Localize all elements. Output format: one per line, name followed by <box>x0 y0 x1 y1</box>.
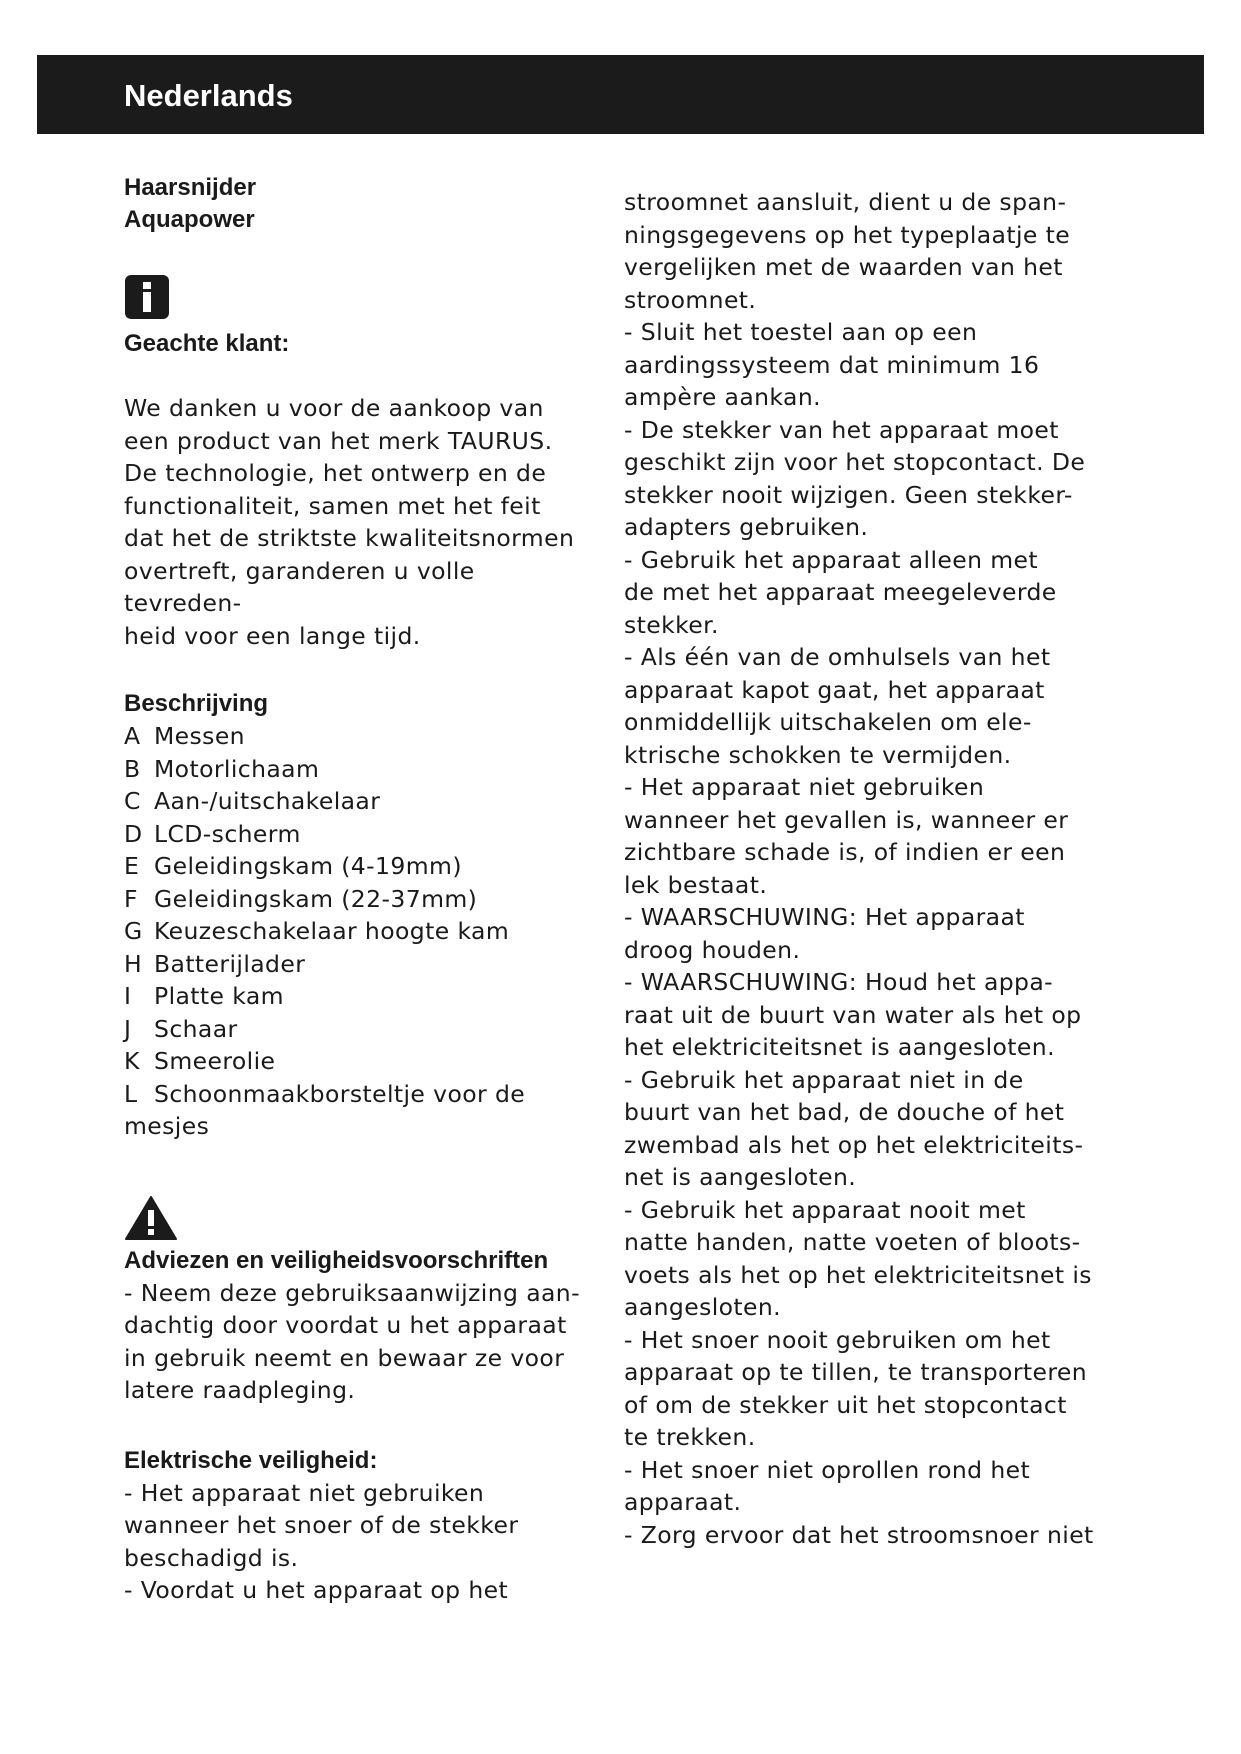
right-column-line: - WAARSCHUWING: Het apparaat <box>624 903 1025 931</box>
intro-line: een product van het merk TAURUS. <box>124 426 553 455</box>
right-column-line: - Gebruik het apparaat niet in de <box>624 1065 1024 1094</box>
electrical-line: wanneer het snoer of de stekker <box>124 1511 519 1539</box>
right-column-line: apparaat kapot gaat, het apparaat <box>624 675 1045 704</box>
safety-line: - Neem deze gebruiksaanwijzing aan- <box>124 1278 580 1307</box>
info-icon <box>124 274 170 320</box>
safety-heading: Adviezen en veiligheidsvoorschriften <box>124 1246 549 1274</box>
description-item: E Geleidingskam (4-19mm) <box>124 852 462 880</box>
right-column-line: wanneer het gevallen is, wanneer er <box>624 805 1069 834</box>
left-column <box>124 172 594 1607</box>
right-column-line: zichtbare schade is, of indien er een <box>624 838 1066 866</box>
right-column-line: adapters gebruiken. <box>624 513 869 541</box>
right-column-line: - Het snoer nooit gebruiken om het <box>624 1325 1051 1354</box>
right-column-line: ktrische schokken te vermijden. <box>624 740 1012 769</box>
right-column-line: zwembad als het op het elektriciteits- <box>624 1130 1084 1159</box>
right-column <box>624 186 1094 1551</box>
electrical-line: beschadigd is. <box>124 1543 299 1572</box>
right-column-line: raat uit de buurt van water als het op <box>624 1000 1082 1029</box>
electrical-heading: Elektrische veiligheid: <box>124 1446 378 1474</box>
right-column-line: stekker nooit wijzigen. Geen stekker- <box>624 480 1073 509</box>
product-title-line-1: Haarsnijder <box>124 174 257 201</box>
product-title-line-2: Aquapower <box>124 206 255 233</box>
description-item: D LCD-scherm <box>124 819 301 848</box>
right-column-line: onmiddellijk uitschakelen om ele- <box>624 708 1032 736</box>
intro-line: De technologie, het ontwerp en de <box>124 459 547 487</box>
right-column-line: te trekken. <box>624 1423 756 1451</box>
right-column-line: - Sluit het toestel aan op een <box>624 318 978 346</box>
safety-line: latere raadpleging. <box>124 1376 356 1404</box>
intro-paragraph <box>124 392 594 652</box>
electrical-line: - Het apparaat niet gebruiken <box>124 1478 485 1507</box>
right-column-line: - De stekker van het apparaat moet <box>624 415 1059 444</box>
electrical-line: - Voordat u het apparaat op het <box>124 1576 509 1604</box>
description-item: B Motorlichaam <box>124 754 320 783</box>
right-column-line: stroomnet aansluit, dient u de span- <box>624 188 1067 216</box>
right-column-line: buurt van het bad, de douche of het <box>624 1098 1065 1126</box>
language-header-bar <box>37 55 1204 134</box>
safety-line: dachtig door voordat u het apparaat <box>124 1311 567 1339</box>
right-column-line: stekker. <box>624 610 719 639</box>
right-column-line: - Het apparaat niet gebruiken <box>624 773 985 801</box>
description-item: I Platte kam <box>124 982 284 1010</box>
right-column-line: of om de stekker uit het stopcontact <box>624 1390 1067 1419</box>
safety-line: in gebruik neemt en bewaar ze voor <box>124 1343 565 1372</box>
right-column-line: apparaat op te tillen, te transporteren <box>624 1358 1088 1386</box>
right-column-line: de met het apparaat meegeleverde <box>624 578 1057 606</box>
right-column-line: apparaat. <box>624 1488 742 1516</box>
greeting-heading: Geachte klant: <box>124 330 290 357</box>
intro-line: We danken u voor de aankoop van <box>124 394 544 422</box>
electrical-paragraph <box>124 1477 594 1607</box>
right-column-line: net is aangesloten. <box>624 1163 857 1191</box>
description-list <box>124 720 594 1143</box>
right-column-line: vergelijken met de waarden van het <box>624 253 1063 281</box>
right-column-line: - WAARSCHUWING: Houd het appa- <box>624 968 1054 996</box>
safety-paragraph <box>124 1277 594 1407</box>
right-column-line: - Gebruik het apparaat nooit met <box>624 1195 1026 1224</box>
description-item: G Keuzeschakelaar hoogte kam <box>124 917 510 945</box>
description-item: A Messen <box>124 722 245 750</box>
description-item: C Aan-/uitschakelaar <box>124 787 381 815</box>
right-column-line: voets als het op het elektriciteitsnet is <box>624 1260 1092 1289</box>
description-item: K Smeerolie <box>124 1047 276 1075</box>
right-column-line: - Zorg ervoor dat het stroomsnoer niet <box>624 1520 1094 1549</box>
intro-line: functionaliteit, samen met het feit <box>124 491 541 520</box>
right-column-line: - Als één van de omhulsels van het <box>624 643 1051 671</box>
intro-line: heid voor een lange tijd. <box>124 621 421 650</box>
right-column-line: stroomnet. <box>624 285 757 314</box>
right-column-line: ningsgegevens op het typeplaatje te <box>624 220 1071 249</box>
right-column-line: het elektriciteitsnet is aangesloten. <box>624 1033 1055 1061</box>
description-item: L Schoonmaakborsteltje voor de <box>124 1079 526 1108</box>
right-column-text <box>624 186 1094 1551</box>
intro-line: dat het de striktste kwaliteitsnormen <box>124 524 575 552</box>
language-title: Nederlands <box>124 78 293 113</box>
right-column-line: natte handen, natte voeten of bloots- <box>624 1228 1081 1256</box>
description-item: J Schaar <box>124 1014 238 1043</box>
right-column-line: geschikt zijn voor het stopcontact. De <box>624 448 1086 476</box>
right-column-line: droog houden. <box>624 935 801 964</box>
right-column-line: lek bestaat. <box>624 870 768 899</box>
right-column-line: aangesloten. <box>624 1293 782 1321</box>
description-item: H Batterijlader <box>124 949 306 978</box>
right-column-line: ampère aankan. <box>624 383 821 411</box>
description-item-continuation: mesjes <box>124 1112 210 1140</box>
warning-icon <box>124 1195 178 1241</box>
right-column-line: - Het snoer niet oprollen rond het <box>624 1455 1031 1484</box>
right-column-line: - Gebruik het apparaat alleen met <box>624 545 1039 574</box>
description-heading: Beschrijving <box>124 690 269 717</box>
right-column-line: aardingssysteem dat minimum 16 <box>624 350 1040 379</box>
intro-line: overtreft, garanderen u volle tevreden- <box>124 556 475 617</box>
description-item: F Geleidingskam (22-37mm) <box>124 884 478 913</box>
